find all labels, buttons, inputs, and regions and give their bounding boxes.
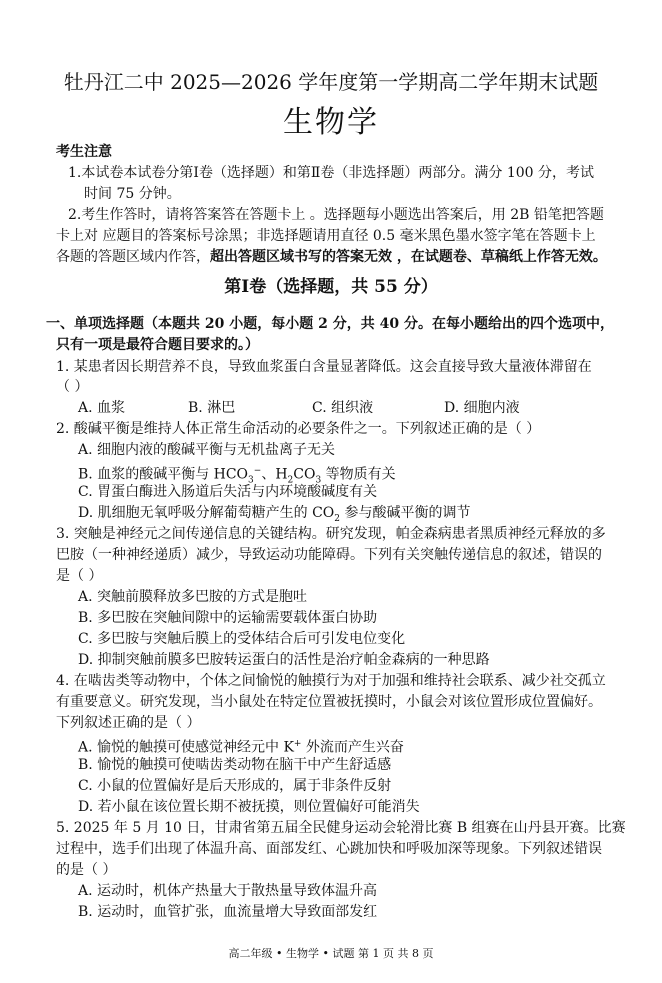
question-4-stem: 有重要意义。研究发现，当小鼠处在特定位置被抚摸时，小鼠会对该位置形成位置偏好。	[56, 694, 602, 710]
question-3-stem: 是（ ）	[56, 568, 103, 584]
option-d: D. 肌细胞无氧呼吸分解葡萄糖产生的 $CO_2$ 参与酸碱平衡的调节	[78, 505, 471, 524]
option-c: C. 组织液	[312, 400, 374, 416]
question-4-stem: 下列叙述正确的是（ ）	[56, 715, 201, 731]
option-d: D. 抑制突触前膜多巴胺转运蛋白的活性是治疗帕金森病的一种思路	[78, 652, 490, 668]
question-3-stem: 巴胺（一种神经递质）减少，导致运动功能障碍。下列有关突触传递信息的叙述，错误的	[56, 547, 602, 563]
part-heading: 只有一项是最符合题目要求的。）	[56, 337, 259, 353]
notice-emphasis: 超出答题区域书写的答案无效 ，在试题卷、草稿纸上作答无效。	[210, 249, 607, 265]
notice-line: 各题的答题区域内作答，超出答题区域书写的答案无效 ，在试题卷、草稿纸上作答无效。	[56, 249, 607, 265]
question-4-stem: 4. 在啮齿类等动物中，个体之间愉悦的触摸行为对于加强和维持社会联系、减少社交孤立	[56, 673, 606, 689]
option-b: B. 多巴胺在突触间隙中的运输需要载体蛋白协助	[78, 610, 378, 626]
option-b: B. 运动时，血管扩张，血流量增大导致面部发红	[78, 904, 378, 920]
option-a: A. 愉悦的触摸可使感觉神经元中 K+ 外流而产生兴奋	[78, 739, 404, 756]
page-footer: 高二年级 • 生物学 • 试题 第 1 页 共 8 页	[228, 947, 434, 960]
question-3-stem: 3. 突触是神经元之间传递信息的关键结构。研究发现，帕金森病患者黑质神经元释放的多	[56, 526, 606, 542]
notice-line: 卡上对 应题目的答案标号涂黑；非选择题请用直径 0.5 毫米黑色墨水签字笔在答题卡上	[56, 228, 596, 244]
option-a: A. 运动时，机体产热量大于散热量导致体温升高	[78, 883, 378, 899]
option-c: C. 胃蛋白酶进入肠道后失活与内环境酸碱度有关	[78, 484, 378, 500]
question-5-stem: 的是（ ）	[56, 862, 117, 878]
part-heading: 一、单项选择题（本题共 20 小题，每小题 2 分，共 40 分。在每小题给出的四个选项中，	[46, 316, 614, 332]
notice-line: 时间 75 分钟。	[84, 186, 181, 202]
question-5-stem: 5. 2025 年 5 月 10 日，甘肃省第五届全民健身运动会轮滑比赛 B 组赛在山丹县开赛。比赛	[56, 820, 626, 836]
option-a: A. 突触前膜释放多巴胺的方式是胞吐	[78, 589, 308, 605]
option-b: B. 愉悦的触摸可使啮齿类动物在脑干中产生舒适感	[78, 757, 392, 773]
option-b: B. 血浆的酸碱平衡与 $HCO_3^-$、$H_2CO_3$ 等物质有关	[78, 466, 396, 486]
notice-heading: 考生注意	[56, 144, 112, 160]
option-a: A. 血浆	[78, 400, 126, 416]
option-d: D. 细胞内液	[444, 400, 520, 416]
option-d: D. 若小鼠在该位置长期不被抚摸，则位置偏好可能消失	[78, 799, 420, 815]
question-1-stem: （ ）	[56, 379, 89, 395]
question-1-stem: 1. 某患者因长期营养不良，导致血浆蛋白含量显著降低。这会直接导致大量液体滞留在	[56, 359, 592, 375]
notice-line: 1.本试卷本试卷分第Ⅰ卷（选择题）和第Ⅱ卷（非选择题）两部分。满分 100 分，考试	[68, 165, 595, 181]
notice-line: 2.考生作答时，请将答案答在答题卡上 。选择题每小题选出答案后，用 2B 铅笔把答题	[68, 207, 604, 223]
question-5-stem: 过程中，选手们出现了体温升高、面部发红、心跳加快和呼吸加深等现象。下列叙述错误	[56, 841, 602, 857]
option-a: A. 细胞内液的酸碱平衡与无机盐离子无关	[78, 442, 336, 458]
question-1-options	[78, 398, 520, 418]
section-heading: 第Ⅰ卷（选择题，共 55 分）	[224, 277, 438, 297]
question-2-stem: 2. 酸碱平衡是维持人体正常生命活动的必要条件之一。下列叙述正确的是（ ）	[56, 421, 541, 437]
subject-title: 生物学	[283, 105, 379, 140]
option-c: C. 多巴胺与突触后膜上的受体结合后可引发电位变化	[78, 631, 406, 647]
option-b: B. 淋巴	[188, 400, 236, 416]
option-c: C. 小鼠的位置偏好是后天形成的，属于非条件反射	[78, 778, 392, 794]
exam-title: 牡丹江二中 2025—2026 学年度第一学期高二学年期末试题	[63, 70, 599, 94]
